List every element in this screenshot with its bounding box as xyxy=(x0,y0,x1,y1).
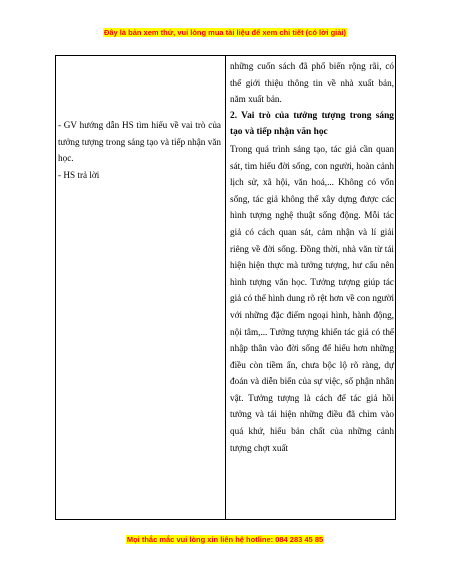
column-divider xyxy=(225,56,226,519)
preview-notice-banner xyxy=(0,28,450,38)
teacher-activity-column xyxy=(58,117,221,183)
student-response-text: - HS trả lời xyxy=(58,169,100,180)
continued-paragraph: những cuốn sách đã phổ biến rộng rãi, có thể giới thiệu thông tin về nhà xuất bản, năm xuất bản. xyxy=(230,61,394,105)
preview-notice-text: Đây là bản xem thử, vui lòng mua tài liệu để xem chi tiết (có lời giải) xyxy=(103,28,347,37)
section-heading: 2. Vai trò của tưởng tượng trong sáng tạo và tiếp nhận văn học xyxy=(230,110,394,138)
section-body-text: Trong quá trình sáng tạo, tác giả cần quan sát, tìm hiểu đời sống, con người, hoàn cảnh lịch sử, xã hội, văn hoá,... Không có vốn sống, tác giả không thể xây dựng được các hình tượng nghệ thuật sống động. Mỗi tác giả có cách quan sát, cảm nhận và lí giải riêng về đời sống. Đồng thời, nhà văn từ tái hiện hiện thực mà tưởng tượng, hư cấu nên hình tượng văn học. Tưởng tượng giúp tác giả có thể hình dung rõ rệt hơn về con người với những đặc điểm ngoại hình, hành động, nội tâm,... Tưởng tượng khiến tác giả có thể nhập thân vào đời sống để hiểu hơn những điều còn tiềm ẩn, chưa bộc lộ rõ ràng, dự đoán và diễn biến của sự việc, số phận nhân vật. Tưởng tượng là cách để tác giả hồi tưởng và tái hiện những điều đã chìm vào quá khứ, hiểu bản chất của những cảnh tượng chợt xuất xyxy=(230,143,394,453)
lesson-table xyxy=(55,55,396,520)
teacher-instruction-text: - GV hướng dẫn HS tìm hiểu về vai trò của tưởng tượng trong sáng tạo và tiếp nhận văn học. xyxy=(58,120,221,163)
hotline-notice-banner xyxy=(0,535,450,545)
hotline-notice-text: Mọi thắc mắc vui lòng xin liên hệ hotline: 084 283 45 85 xyxy=(126,535,324,544)
content-column xyxy=(230,58,394,456)
